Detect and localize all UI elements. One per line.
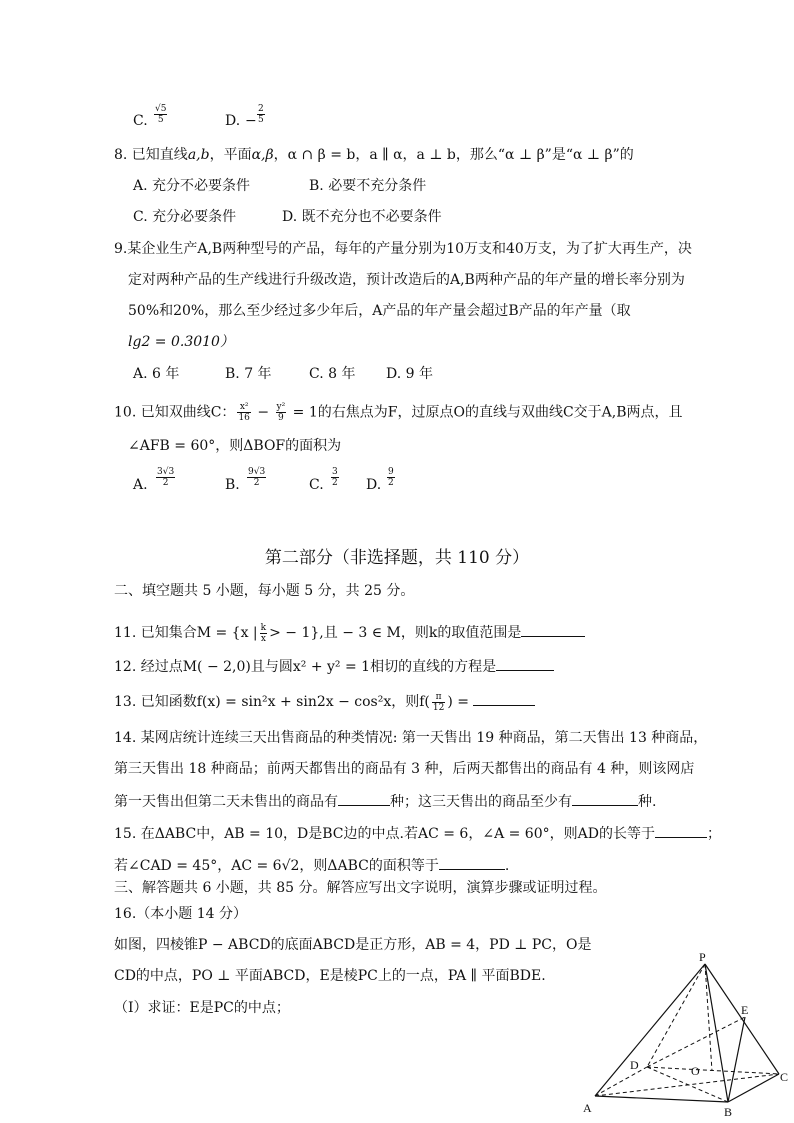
q10-y-denominator: 9	[278, 413, 284, 423]
q11-fraction	[260, 623, 267, 644]
q11-stem-text-b: > − 1},且 − 3 ∈ M，则k的取值范围是	[269, 625, 522, 641]
pyramid-figure	[575, 950, 794, 1123]
vertex-label-b: B	[724, 1105, 733, 1119]
q7-option-d-fraction: $\frac{2}{5}$	[258, 104, 264, 125]
q13-answer-blank[interactable]	[473, 691, 535, 706]
vertex-label-c: C	[780, 1070, 789, 1084]
q12-answer-blank[interactable]	[496, 656, 554, 671]
q10-y-fraction	[276, 402, 287, 423]
q7-option-c-label: C.	[133, 113, 148, 129]
q14-line-1: 14. 某网店统计连续三天出售商品的种类情况: 第一天售出 19 种商品，第二天售出 13 种商品，	[114, 730, 708, 746]
q9-line-3: 50%和20%，那么至少经过多少年后，A产品的年产量会超过B产品的年产量（取	[128, 303, 631, 319]
q9-option-d: D. 9 年	[386, 366, 433, 382]
q16-part-1: （Ⅰ）求证：E是PC的中点；	[114, 1000, 290, 1016]
q15-line-1-text: 15. 在ΔABC中，AB = 10，D是BC边的中点.若AC = 6，∠A = 60°，则AD的长等于	[114, 826, 655, 842]
q11-numerator: k	[260, 622, 267, 633]
q7-option-c-fraction: $\frac{√5}{5}$	[155, 104, 167, 125]
q12-stem: 12. 经过点M( − 2,0)且与圆x² + y² = 1相切的直线的方程是	[114, 659, 497, 675]
q10-minus: −	[252, 404, 274, 421]
q14-line-3-text-c: 种.	[638, 794, 657, 810]
q10-x-fraction	[237, 402, 250, 423]
q15-line-1-end: ；	[706, 826, 721, 842]
q10-line-2: ∠AFB = 60°，则ΔBOF的面积为	[128, 438, 342, 454]
q15-answer-blank-1[interactable]	[655, 823, 707, 838]
edge-ac	[595, 1074, 779, 1096]
q8-option-d: D. 既不充分也不必要条件	[282, 209, 442, 225]
q14-line-2: 第三天售出 18 种商品；前两天都售出的商品有 3 种，后两天都售出的商品有 4 种，则该网店	[114, 761, 695, 777]
vertex-label-a: A	[583, 1101, 592, 1115]
q8-stem-planes: α,β	[251, 147, 274, 163]
q16-line-1: 如图，四棱锥P − ABCD的底面ABCD是正方形，AB = 4，PD ⊥ PC，O是	[114, 937, 592, 953]
q10-option-a-fraction: $\frac{3√3}{2}$	[157, 467, 175, 488]
q12	[114, 656, 554, 676]
q10-option-b-label: B.	[225, 477, 240, 493]
q13-fraction	[432, 692, 445, 713]
q11-denominator: x	[260, 633, 266, 644]
q15-line-2-text: 若∠CAD = 45°，AC = 6√2，则ΔABC的面积等于	[114, 858, 439, 874]
q10-stem	[114, 402, 683, 423]
q15-line-2	[114, 855, 509, 875]
q11	[114, 622, 585, 644]
section-three-heading: 三、解答题共 6 小题，共 85 分。解答应写出文字说明，演算步骤或证明过程。	[114, 880, 607, 896]
q13	[114, 691, 535, 713]
q10-y-numerator: y²	[276, 402, 286, 412]
q8-stem-text-c: ，平面	[209, 147, 252, 163]
q10-option-d-label: D.	[366, 477, 382, 493]
q9-option-c: C. 8 年	[309, 366, 356, 382]
section-two-heading: 二、填空题共 5 小题，每小题 5 分，共 25 分。	[114, 583, 415, 599]
q8-stem-text-a: 8. 已知直线	[114, 147, 188, 163]
vertex-label-d: D	[630, 1058, 639, 1072]
q10-stem-text-b: = 1的右焦点为F，过原点O的直线与双曲线C交于A,B两点，且	[288, 404, 683, 421]
q15-answer-blank-2[interactable]	[439, 855, 505, 870]
q10-option-c-label: C.	[309, 477, 324, 493]
q10-x-denominator: 16	[238, 413, 250, 423]
q14-line-3-text-a: 第一天售出但第二天未售出的商品有	[114, 794, 338, 810]
q9-option-b: B. 7 年	[225, 366, 272, 382]
q10-option-a-label: A.	[133, 477, 148, 493]
q8-option-a: A. 充分不必要条件	[133, 178, 251, 194]
q10-stem-text-a: 10. 已知双曲线C：	[114, 404, 236, 421]
part-two-title: 第二部分（非选择题，共 110 分）	[264, 548, 530, 568]
q14-answer-blank-1[interactable]	[338, 791, 390, 806]
edge-po	[705, 964, 712, 1071]
vertex-label-o: O	[691, 1064, 700, 1078]
edge-pa	[595, 964, 705, 1096]
edge-ad	[595, 1067, 647, 1096]
q10-option-c-fraction: $\frac{3}{2}$	[332, 467, 338, 488]
q10-option-d-fraction: $\frac{9}{2}$	[388, 467, 394, 488]
q8-stem-text-e: ，α ∩ β = b，a ∥ α，a ⊥ b，那么“α ⊥ β”是“α ⊥ β”的	[273, 147, 634, 163]
q7-option-d-label: D.	[225, 113, 241, 129]
vertex-label-e: E	[741, 1003, 749, 1017]
edge-ab	[595, 1096, 728, 1102]
q16-line-2: CD的中点，PO ⊥ 平面ABCD，E是棱PC上的一点，PA ∥ 平面BDE.	[114, 968, 546, 984]
q10-x-numerator: x²	[237, 402, 250, 413]
edge-de	[647, 1017, 745, 1067]
q16-header: 16.（本小题 14 分）	[114, 906, 247, 922]
q14-line-3-text-b: 种；这三天售出的商品至少有	[390, 794, 572, 810]
q8-option-c: C. 充分必要条件	[133, 209, 237, 225]
q14-line-3	[114, 791, 656, 811]
q13-numerator: π	[432, 692, 445, 703]
edge-pd	[647, 964, 705, 1067]
edge-be	[728, 1017, 745, 1102]
q13-stem-text-a: 13. 已知函数f(x) = sin²x + sin2x − cos²x，则f(	[114, 694, 430, 710]
q14-answer-blank-2[interactable]	[572, 791, 638, 806]
q11-answer-blank[interactable]	[521, 622, 585, 637]
q15-line-2-end: .	[504, 858, 510, 874]
edge-bc	[728, 1074, 779, 1102]
q15-line-1	[114, 823, 721, 843]
q13-stem-text-b: ) =	[447, 694, 469, 710]
vertex-label-p: P	[699, 950, 706, 964]
q13-denominator: 12	[432, 702, 445, 713]
q8-option-b: B. 必要不充分条件	[309, 178, 427, 194]
q9-line-1: 9.某企业生产A,B两种型号的产品，每年的产量分别为10万支和40万支，为了扩大再生产，决	[114, 241, 692, 257]
q9-option-a: A. 6 年	[133, 366, 180, 382]
q8-stem-lines: a,b	[187, 147, 210, 163]
q9-line-4: lg2 = 0.3010）	[128, 334, 234, 350]
q10-option-b-fraction: $\frac{9√3}{2}$	[248, 467, 266, 488]
q8-stem	[114, 146, 634, 164]
q9-line-2: 定对两种产品的生产线进行升级改造，预计改造后的A,B两种产品的年产量的增长率分别为	[128, 272, 685, 288]
q11-stem-text-a: 11. 已知集合M = {x |	[114, 625, 258, 641]
edge-dc	[647, 1067, 779, 1074]
q7-option-d-sign: −	[245, 113, 257, 129]
